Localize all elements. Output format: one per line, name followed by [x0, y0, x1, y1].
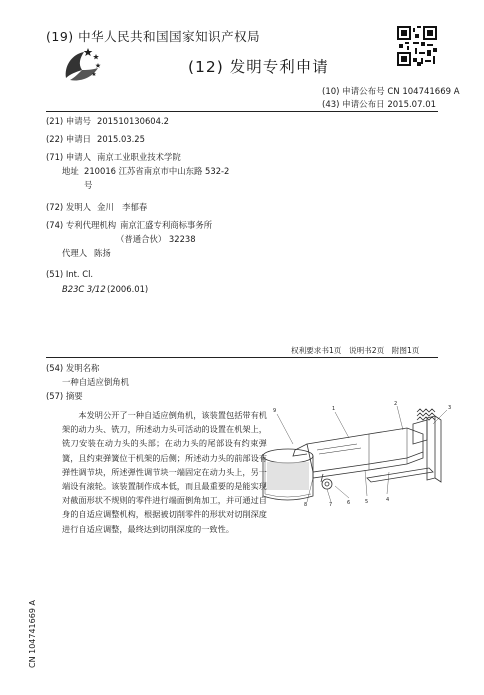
agency-label: (74) 专利代理机构	[46, 220, 117, 230]
publication-date: (43) 申请公布日 2015.07.01	[322, 100, 437, 110]
drawing-label: 6	[347, 500, 351, 506]
drawing-label: 4	[386, 497, 390, 503]
qr-code-icon	[397, 26, 437, 66]
ipc-classification: B23C 3/12	[62, 284, 106, 294]
agency-line-2: （普通合伙） 32238	[116, 234, 196, 244]
drawing-label: 5	[365, 499, 369, 505]
applicant: 南京工业职业技术学院	[97, 152, 181, 162]
application-number: 201510130604.2	[97, 116, 169, 126]
bibliographic-data	[46, 115, 266, 300]
drawing-label: 2	[394, 401, 398, 407]
side-publication-code: CN 104741669 A	[28, 600, 37, 668]
drawing-label: 9	[273, 408, 277, 414]
invention-title: 一种自适应倒角机	[62, 377, 129, 387]
drawing-label: 7	[329, 502, 333, 506]
chamfering-machine-drawing	[257, 398, 457, 506]
abstract-label: (57) 摘要	[46, 391, 83, 401]
header-divider	[46, 111, 438, 112]
address-label: 地址	[62, 166, 79, 176]
abstract-text: 本发明公开了一种自适应倒角机，该装置包括带有机架的动力头、铣刀，所述动力头可活动的设置在机架上，铣刀安装在动力头的头部；在动力头的尾部设有约束弹簧，且约束弹簧位于机架的后侧；所述动力头的前部设有弹性调节块，所述弹性调节块一端固定在动力头上，另一端设有滚轮。该装置制作成本低，而且最重要的是能实现对截面形状不规则的零件进行端面倒角加工，并可通过自身的自适应调整机构，根据被切削零件的形状对切削深度进行自适应调整，最终达到切削深度的一致性。	[62, 410, 267, 534]
cnipa-emblem-icon	[58, 42, 104, 88]
drawing-label: 3	[448, 405, 452, 411]
address-line-1: 210016 江苏省南京市中山东路 532-2	[84, 166, 230, 176]
filing-date: 2015.03.25	[97, 134, 145, 144]
agent: 陈扬	[94, 248, 111, 258]
drawing-label: 8	[304, 502, 308, 506]
int-cl-label: (51) Int. Cl.	[46, 269, 94, 279]
ipc-version: (2006.01)	[107, 284, 149, 294]
application-number-label: (21) 申请号	[46, 116, 91, 126]
applicant-label: (71) 申请人	[46, 152, 91, 162]
abstract-divider	[46, 357, 438, 358]
inventors: 金川 李郁春	[97, 202, 148, 212]
address-line-2: 号	[84, 180, 93, 190]
drawing-label: 1	[332, 406, 336, 412]
publication-number: (10) 申请公布号 CN 104741669 A	[322, 87, 460, 97]
authority-name: (19) 中华人民共和国国家知识产权局	[46, 29, 261, 44]
invention-title-label: (54) 发明名称	[46, 363, 100, 373]
document-type: (12) 发明专利申请	[188, 58, 329, 76]
filing-date-label: (22) 申请日	[46, 134, 91, 144]
agent-label: 代理人	[62, 248, 88, 258]
inventor-label: (72) 发明人	[46, 202, 91, 212]
page-count-info: 权利要求书1页 说明书2页 附图1页	[291, 346, 420, 355]
agency-line-1: 南京汇盛专利商标事务所	[120, 220, 213, 230]
